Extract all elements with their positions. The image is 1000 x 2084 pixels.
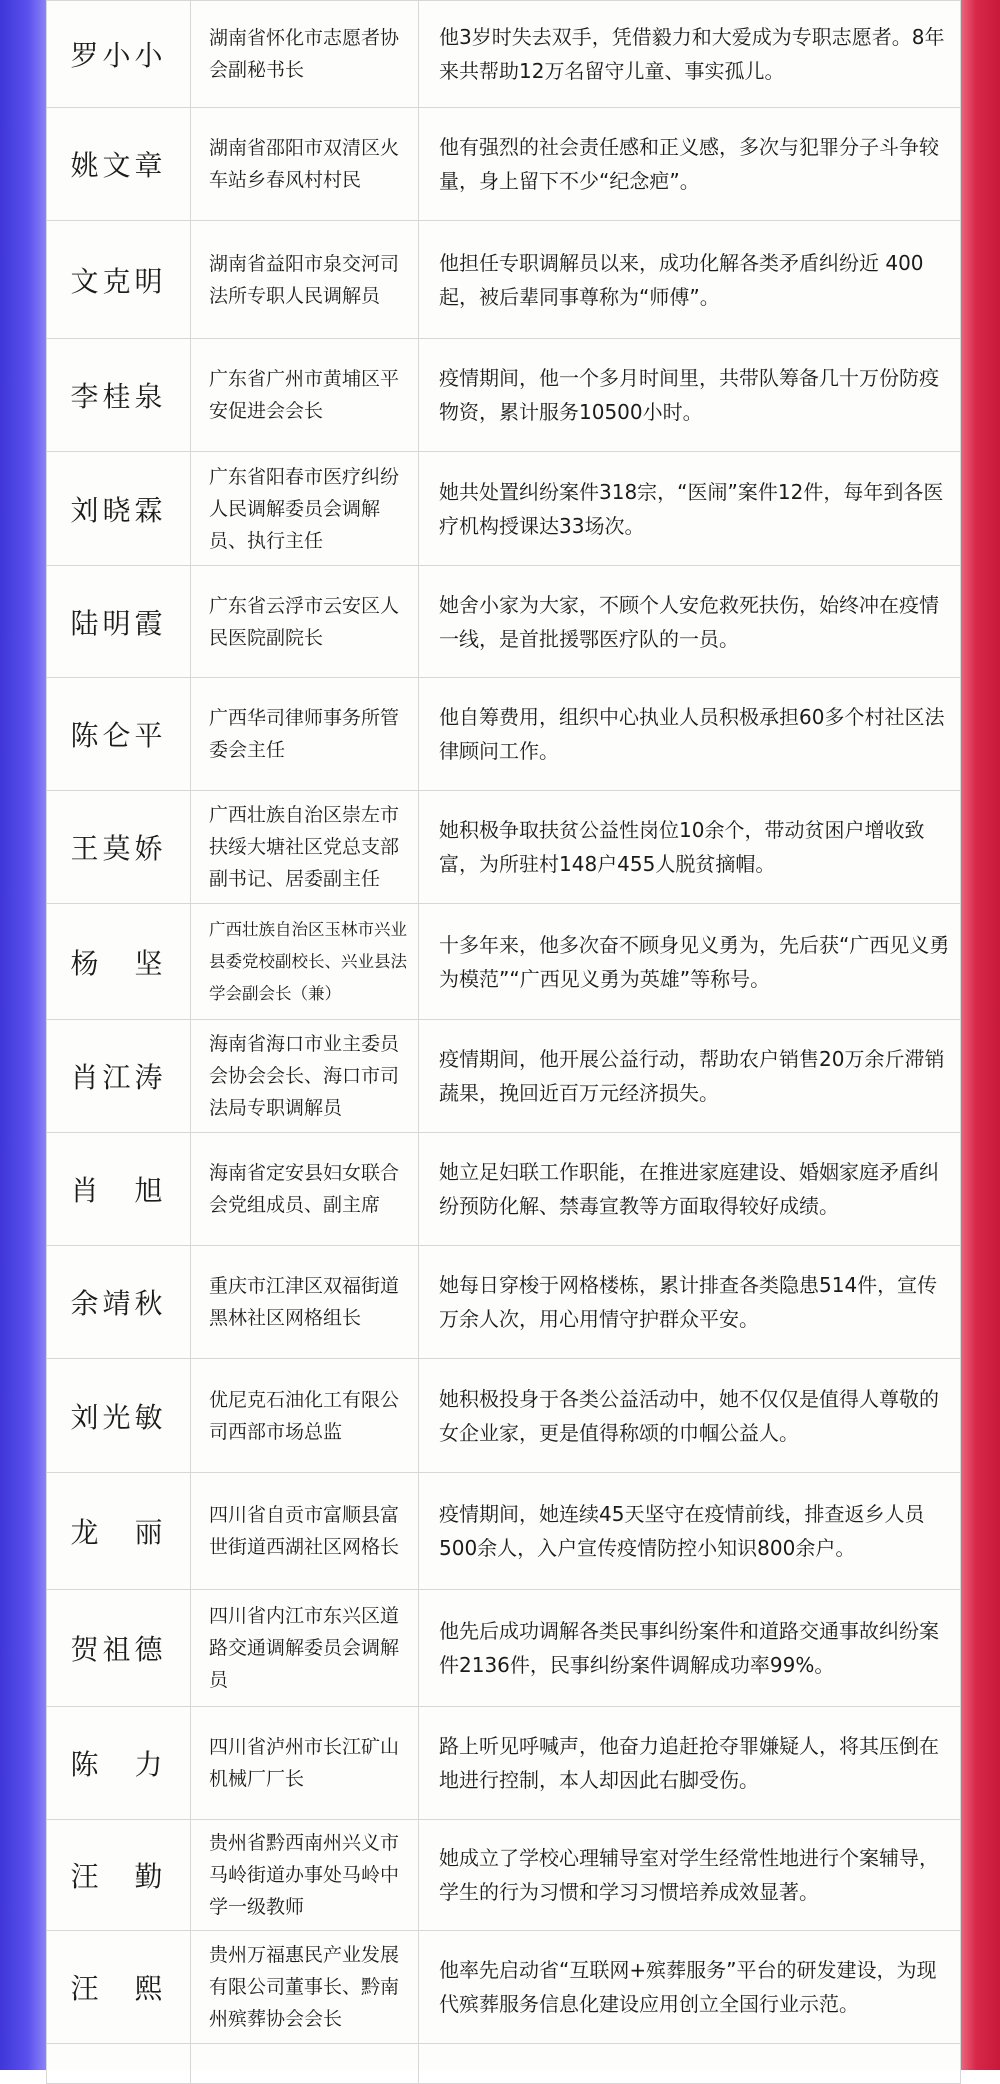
person-name: 陈 力	[47, 1707, 191, 1820]
table-row	[47, 791, 961, 904]
person-name: 龙 丽	[47, 1473, 191, 1590]
left-blue-band	[0, 0, 46, 2070]
person-title: 四川省内江市东兴区道路交通调解委员会调解员	[191, 1590, 419, 1707]
honor-roster-sheet	[46, 0, 960, 2070]
person-name: 余靖秋	[47, 1246, 191, 1359]
empty-cell	[419, 2044, 961, 2084]
table-row	[47, 1359, 961, 1473]
person-deed: 他有强烈的社会责任感和正义感，多次与犯罪分子斗争较量，身上留下不少“纪念疤”。	[419, 108, 961, 221]
person-deed: 他先后成功调解各类民事纠纷案件和道路交通事故纠纷案件2136件，民事纠纷案件调解成功率99%。	[419, 1590, 961, 1707]
person-name: 汪 勤	[47, 1820, 191, 1931]
person-deed: 他3岁时失去双手，凭借毅力和大爱成为专职志愿者。8年来共帮助12万名留守儿童、事实孤儿。	[419, 1, 961, 108]
person-title: 广西华司律师事务所管委会主任	[191, 678, 419, 791]
empty-cell	[191, 2044, 419, 2084]
person-title: 湖南省益阳市泉交河司法所专职人民调解员	[191, 221, 419, 339]
person-name: 肖 旭	[47, 1133, 191, 1246]
person-title: 广西壮族自治区崇左市扶绥大塘社区党总支部副书记、居委副主任	[191, 791, 419, 904]
table-row	[47, 1473, 961, 1590]
table-row	[47, 221, 961, 339]
table-row	[47, 1931, 961, 2044]
person-deed: 疫情期间，他开展公益行动，帮助农户销售20万余斤滞销蔬果，挽回近百万元经济损失。	[419, 1020, 961, 1133]
honor-roster-table	[46, 0, 961, 2084]
person-name: 陆明霞	[47, 566, 191, 678]
person-title: 海南省定安县妇女联合会党组成员、副主席	[191, 1133, 419, 1246]
person-name: 杨 坚	[47, 904, 191, 1020]
person-title: 广东省云浮市云安区人民医院副院长	[191, 566, 419, 678]
table-row	[47, 1, 961, 108]
person-deed: 他担任专职调解员以来，成功化解各类矛盾纠纷近 400起，被后辈同事尊称为“师傅”。	[419, 221, 961, 339]
person-deed: 疫情期间，她连续45天坚守在疫情前线，排查返乡人员500余人，入户宣传疫情防控小知识800余户。	[419, 1473, 961, 1590]
person-title: 贵州万福惠民产业发展有限公司董事长、黔南州殡葬协会会长	[191, 1931, 419, 2044]
person-title: 贵州省黔西南州兴义市马岭街道办事处马岭中学一级教师	[191, 1820, 419, 1931]
person-deed: 她舍小家为大家，不顾个人安危救死扶伤，始终冲在疫情一线，是首批援鄂医疗队的一员。	[419, 566, 961, 678]
person-title: 广东省阳春市医疗纠纷人民调解委员会调解员、执行主任	[191, 452, 419, 566]
person-name: 王莫娇	[47, 791, 191, 904]
person-title: 四川省泸州市长江矿山机械厂厂长	[191, 1707, 419, 1820]
person-deed: 十多年来，他多次奋不顾身见义勇为，先后获“广西见义勇为模范”“广西见义勇为英雄”等称号。	[419, 904, 961, 1020]
person-name: 李桂泉	[47, 339, 191, 452]
person-name: 贺祖德	[47, 1590, 191, 1707]
person-title: 重庆市江津区双福街道黑林社区网格组长	[191, 1246, 419, 1359]
person-name: 汪 熙	[47, 1931, 191, 2044]
person-deed: 她共处置纠纷案件318宗，“医闹”案件12件，每年到各医疗机构授课达33场次。	[419, 452, 961, 566]
table-row	[47, 452, 961, 566]
table-row	[47, 904, 961, 1020]
person-title: 优尼克石油化工有限公司西部市场总监	[191, 1359, 419, 1473]
person-deed: 疫情期间，他一个多月时间里，共带队筹备几十万份防疫物资，累计服务10500小时。	[419, 339, 961, 452]
table-row-empty	[47, 2044, 961, 2084]
right-red-band	[960, 0, 1000, 2070]
person-deed: 她立足妇联工作职能，在推进家庭建设、婚姻家庭矛盾纠纷预防化解、禁毒宣教等方面取得较好成绩。	[419, 1133, 961, 1246]
person-deed: 他率先启动省“互联网+殡葬服务”平台的研发建设，为现代殡葬服务信息化建设应用创立全国行业示范。	[419, 1931, 961, 2044]
person-title: 四川省自贡市富顺县富世街道西湖社区网格长	[191, 1473, 419, 1590]
table-row	[47, 1590, 961, 1707]
person-name: 姚文章	[47, 108, 191, 221]
person-title: 湖南省邵阳市双清区火车站乡春风村村民	[191, 108, 419, 221]
table-row	[47, 566, 961, 678]
person-title: 湖南省怀化市志愿者协会副秘书长	[191, 1, 419, 108]
person-name: 陈仑平	[47, 678, 191, 791]
person-deed: 她积极投身于各类公益活动中，她不仅仅是值得人尊敬的女企业家，更是值得称颂的巾帼公益人。	[419, 1359, 961, 1473]
table-row	[47, 1707, 961, 1820]
person-name: 肖江涛	[47, 1020, 191, 1133]
person-name: 罗小小	[47, 1, 191, 108]
table-row	[47, 1133, 961, 1246]
person-deed: 路上听见呼喊声，他奋力追赶抢夺罪嫌疑人，将其压倒在地进行控制，本人却因此右脚受伤。	[419, 1707, 961, 1820]
person-title: 广东省广州市黄埔区平安促进会会长	[191, 339, 419, 452]
table-row	[47, 339, 961, 452]
person-deed: 他自筹费用，组织中心执业人员积极承担60多个村社区法律顾问工作。	[419, 678, 961, 791]
person-name: 刘光敏	[47, 1359, 191, 1473]
person-deed: 她每日穿梭于网格楼栋，累计排查各类隐患514件，宣传万余人次，用心用情守护群众平安。	[419, 1246, 961, 1359]
table-row	[47, 678, 961, 791]
person-name: 刘晓霖	[47, 452, 191, 566]
empty-cell	[47, 2044, 191, 2084]
table-row	[47, 1020, 961, 1133]
person-title: 海南省海口市业主委员会协会会长、海口市司法局专职调解员	[191, 1020, 419, 1133]
person-title: 广西壮族自治区玉林市兴业县委党校副校长、兴业县法学会副会长（兼）	[191, 904, 419, 1020]
person-name: 文克明	[47, 221, 191, 339]
table-row	[47, 108, 961, 221]
table-row	[47, 1246, 961, 1359]
table-row	[47, 1820, 961, 1931]
person-deed: 她成立了学校心理辅导室对学生经常性地进行个案辅导，学生的行为习惯和学习习惯培养成效显著。	[419, 1820, 961, 1931]
person-deed: 她积极争取扶贫公益性岗位10余个，带动贫困户增收致富，为所驻村148户455人脱贫摘帽。	[419, 791, 961, 904]
